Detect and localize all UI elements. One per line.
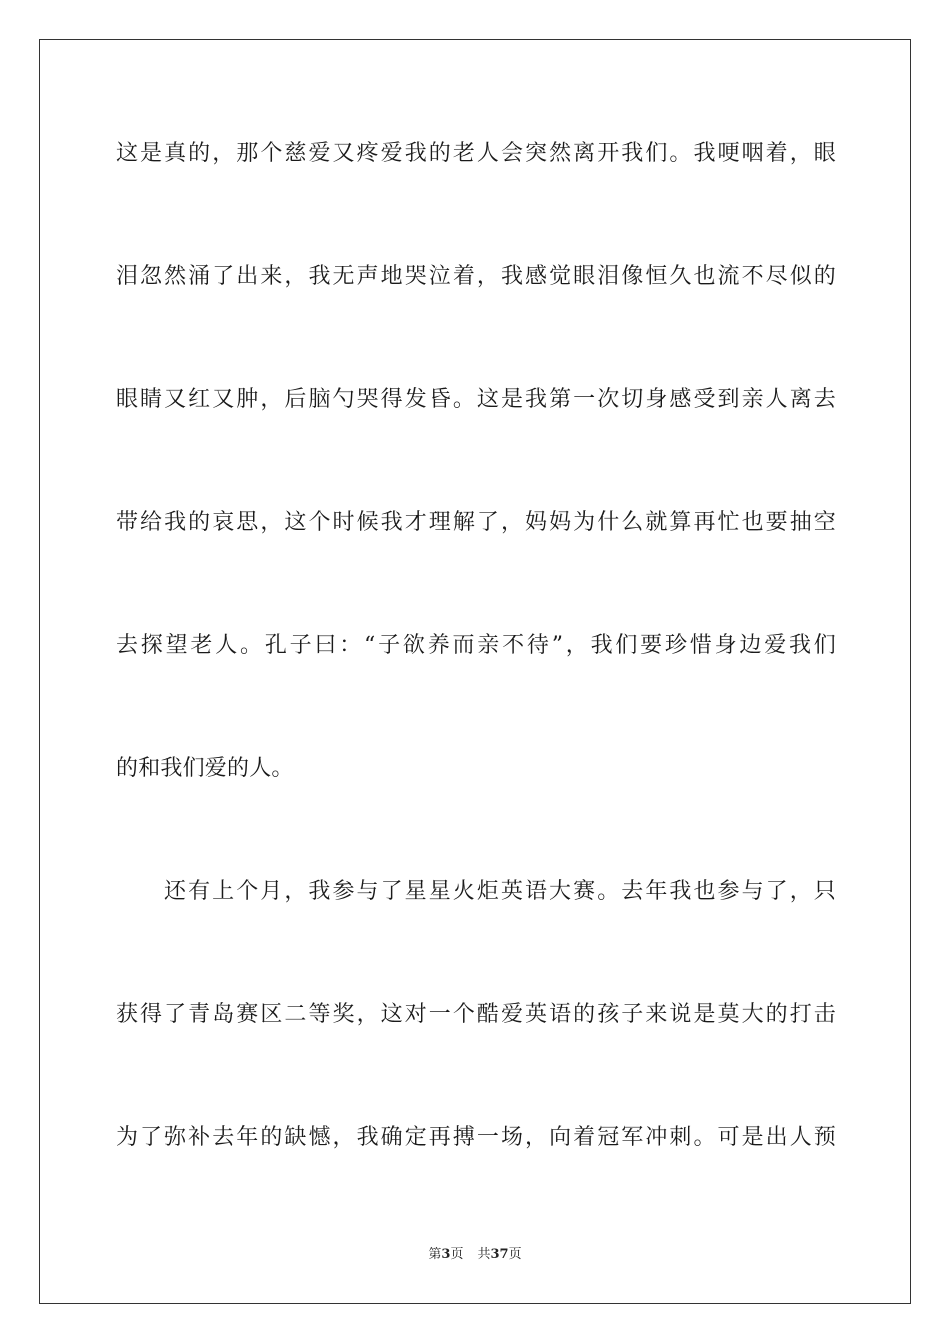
total-pages: 37 bbox=[490, 1247, 509, 1262]
page-prefix: 第 bbox=[428, 1247, 442, 1262]
text-line: 获得了青岛赛区二等奖，这对一个酷爱英语的孩子来说是莫大的打击 bbox=[116, 1002, 836, 1027]
text-line: 带给我的哀思，这个时候我才理解了，妈妈为什么就算再忙也要抽空 bbox=[116, 510, 836, 535]
text-line: 眼睛又红又肿，后脑勺哭得发昏。这是我第一次切身感受到亲人离去 bbox=[116, 387, 836, 412]
paragraph-first-line: 还有上个月，我参与了星星火炬英语大赛。去年我也参与了，只 bbox=[164, 879, 836, 904]
text-line: 这是真的，那个慈爱又疼爱我的老人会突然离开我们。我哽咽着，眼 bbox=[116, 141, 836, 166]
text-line: 的和我们爱的人。 bbox=[116, 756, 294, 781]
page-border bbox=[39, 39, 911, 1304]
text-line: 为了弥补去年的缺憾，我确定再搏一场，向着冠军冲刺。可是出人预 bbox=[116, 1125, 836, 1150]
page-footer bbox=[0, 1246, 950, 1264]
page-number: 3 bbox=[441, 1247, 451, 1262]
total-prefix: 共 bbox=[477, 1247, 491, 1262]
page-suffix: 页 bbox=[450, 1247, 464, 1262]
total-suffix: 页 bbox=[508, 1247, 522, 1262]
text-line: 泪忽然涌了出来，我无声地哭泣着，我感觉眼泪像恒久也流不尽似的 bbox=[116, 264, 836, 289]
text-line: 去探望老人。孔子曰：“子欲养而亲不待”，我们要珍惜身边爱我们 bbox=[116, 633, 836, 658]
